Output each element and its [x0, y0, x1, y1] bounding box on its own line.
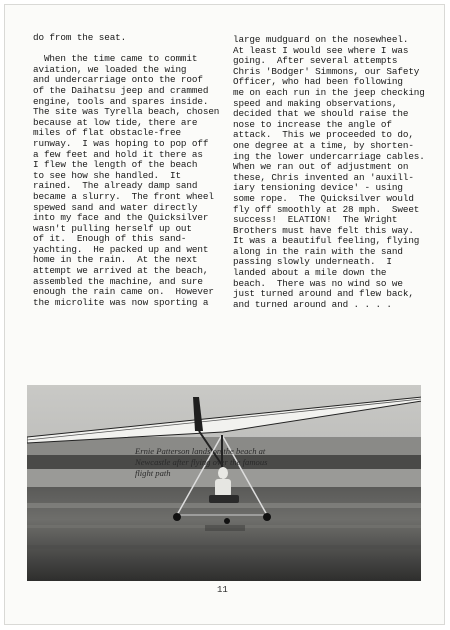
text-line: some rope. The Quicksilver would — [233, 192, 414, 204]
right-text-column — [233, 35, 425, 310]
text-line: became a slurry. The front wheel — [33, 190, 214, 202]
text-line: ing the lower undercarriage cables. — [233, 150, 425, 162]
text-line: into my face and the Quicksilver — [33, 212, 209, 224]
text-line: When the time came to commit — [33, 53, 198, 65]
text-line: wasn't pulling herself up out — [33, 222, 192, 234]
text-line: yachting. He packed up and went — [33, 243, 209, 255]
text-line: beach. There was no wind so we — [233, 277, 403, 289]
text-line: home in the rain. At the next — [33, 254, 198, 266]
text-line: do from the seat. — [33, 32, 127, 43]
text-line: of the Daihatsu jeep and crammed — [33, 84, 209, 96]
text-line: a few feet and hold it there as — [33, 148, 203, 160]
text-line: landed about a mile down the — [233, 267, 387, 279]
text-line: speed and making observations, — [233, 97, 398, 109]
caption-line: Ernie Patterson lands on the beach at — [135, 446, 266, 456]
text-line: rained. The already damp sand — [33, 180, 198, 192]
text-line: miles of flat obstacle-free — [33, 127, 181, 139]
text-line: When we ran out of adjustment on — [233, 161, 409, 173]
text-line: decided that we should raise the — [233, 108, 409, 120]
text-line: because at low tide, there are — [33, 116, 198, 128]
text-line: attempt we arrived at the beach, — [33, 265, 209, 277]
microlight-landing-photo — [27, 385, 421, 581]
text-line: and undercarriage onto the roof — [33, 74, 203, 86]
text-line: to see how she handled. It — [33, 169, 181, 181]
text-line: spewed sand and water directly — [33, 201, 198, 213]
text-line: The site was Tyrella beach, chosen — [33, 106, 220, 118]
text-line: fly off smoothly at 28 mph. Sweet — [233, 203, 420, 215]
caption-line: flight path — [135, 468, 171, 478]
photo-caption — [135, 446, 267, 479]
text-line: passing slowly underneath. I — [233, 256, 392, 268]
text-line: just turned around and flew back, — [233, 288, 414, 300]
text-line: assembled the machine, and sure — [33, 275, 203, 287]
text-line: these, Chris invented an 'auxill- — [233, 171, 414, 183]
text-line: runway. I was hoping to pop off — [33, 137, 209, 149]
text-line: the microlite was now sporting a — [33, 296, 209, 308]
text-line: one degree at a time, by shorten- — [233, 139, 414, 151]
caption-line: Newcastle after flying over the famous — [135, 457, 268, 467]
text-line: It was a beautiful feeling, flying — [233, 235, 420, 247]
text-line: success! ELATION! The Wright — [233, 214, 398, 226]
page-number: 11 — [217, 585, 228, 595]
text-line: large mudguard on the nosewheel. — [233, 34, 409, 45]
text-line: At least I would see where I was — [233, 44, 409, 56]
text-line: me on each run in the jeep checking — [233, 86, 425, 98]
text-line: enough the rain came on. However — [33, 286, 214, 298]
magazine-page — [4, 4, 445, 625]
text-line: I flew the length of the beach — [33, 159, 198, 171]
left-text-column — [33, 33, 219, 308]
text-line: engine, tools and spares inside. — [33, 95, 209, 107]
text-line: iary tensioning device' - using — [233, 182, 403, 194]
text-line: attack. This we proceeded to do, — [233, 129, 414, 141]
text-line: Brothers must have felt this way. — [233, 224, 414, 236]
text-line: of it. Enough of this sand- — [33, 233, 187, 245]
text-line: nose to increase the angle of — [233, 118, 392, 130]
text-line: Chris 'Bodger' Simmons, our Safety — [233, 65, 420, 77]
text-line: along in the rain with the sand — [233, 245, 403, 257]
text-line: going. After several attempts — [233, 55, 398, 67]
text-line: aviation, we loaded the wing — [33, 63, 187, 75]
text-line: and turned around and . . . . — [233, 298, 392, 310]
text-line: Officer, who had been following — [233, 76, 403, 88]
